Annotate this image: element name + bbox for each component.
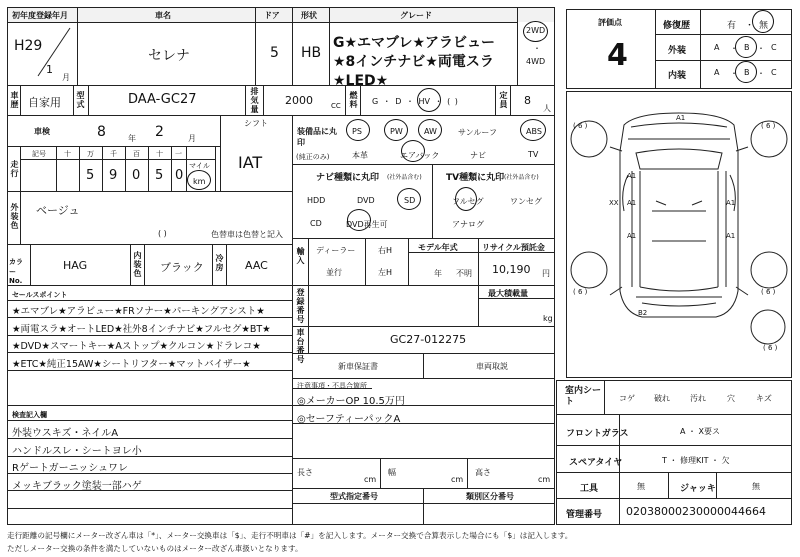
new-car-warranty-label: 新車保証書: [338, 362, 378, 371]
frame-number-label: 車台番号: [296, 328, 305, 364]
interior-grade-dot1: ・: [730, 69, 738, 78]
drive-4wd: 4WD: [526, 57, 546, 66]
interior-item-burn: コゲ: [619, 394, 635, 403]
interior-grade-b: B: [744, 68, 750, 77]
category-value: 自家用: [28, 96, 61, 109]
drive-dot: ・: [533, 44, 541, 53]
interior-item-stain: 汚れ: [690, 394, 706, 403]
inspection-year-unit: 年: [128, 134, 136, 143]
inspector-line-4: メッキブラック塗装一部ハゲ: [12, 481, 142, 492]
color-value: ベージュ: [36, 204, 80, 217]
inspector-line-1: 外装ウスキズ・ネイルA: [12, 428, 119, 439]
note-line-1: ◎メーカーOP 10.5万円: [297, 396, 405, 407]
cc-unit: CC: [331, 102, 341, 110]
shift-value: IAT: [238, 153, 263, 172]
spare-tire-value: T ・ 修理KIT ・ 欠: [662, 456, 730, 465]
import-label: 輸入: [296, 247, 305, 265]
reg-number-label: 登録番号: [296, 288, 305, 324]
interior-item-hole: 穴: [727, 394, 735, 403]
diagram-label-a1-bottom: A1: [627, 172, 637, 180]
windshield-value: A ・ X要ス: [680, 427, 721, 436]
sales-points-label: セールスポイント: [12, 291, 68, 299]
grade-label: グレード: [400, 11, 432, 20]
diagram-label-xx: XX: [609, 199, 619, 207]
mileage-digit-4: 5: [155, 168, 164, 183]
interior-item-tear: 破れ: [654, 394, 670, 403]
windshield-label: フロントガラス: [566, 429, 629, 439]
ac-label: 冷房: [215, 254, 224, 272]
mgmt-number-label: 管理番号: [566, 510, 603, 520]
doors-value: 5: [270, 45, 279, 61]
color-label: 外装色: [10, 203, 19, 230]
mileage-col-1: 十: [64, 150, 71, 158]
inspector-label: 検査記入欄: [12, 411, 47, 419]
import-parallel: 並行: [326, 268, 342, 277]
equip-aw-circle: [418, 119, 442, 141]
mileage-digit-1: 5: [86, 168, 95, 183]
color-note: 色替車は色替と記入: [211, 230, 283, 239]
tire-spare: [751, 310, 785, 344]
diagram-label-a1-left: A1: [627, 199, 637, 207]
mileage-col-4: 百: [133, 150, 140, 158]
inspection-label: 車検: [34, 127, 50, 136]
equip-sunroof: サンルーフ: [458, 128, 497, 137]
equip-pw-circle: [384, 119, 408, 141]
tv-analog: アナログ: [452, 220, 484, 229]
recycle-label: リサイクル預託金: [482, 243, 545, 252]
sales-point-line-3: ★DVD★スマートキー★Aストップ★クルコン★ドラレコ★: [12, 341, 261, 352]
model-label: 型式: [76, 91, 85, 109]
mileage-col-6: 一: [175, 150, 182, 158]
kg-unit: kg: [543, 314, 553, 323]
model-year-unit: 年: [434, 269, 442, 278]
tv-fullseg-circle: [455, 187, 477, 211]
equip-abs: ABS: [526, 127, 542, 136]
footer-line-1: 走行距離の記号欄にメーター改ざん車は「*」、メーター交換車は「$」、走行不明車は「#」を記入します。メーター交換で合算表示した場合にも「$」は記入します。: [7, 531, 573, 540]
equip-abs-circle: [520, 119, 546, 141]
equip-navi: ナビ: [470, 151, 486, 160]
exterior-label: 外装: [668, 46, 687, 56]
capacity-unit: 人: [543, 104, 551, 113]
width-unit: cm: [451, 475, 464, 484]
exterior-b-circle: [735, 36, 757, 58]
shift-label: シフト: [244, 119, 268, 128]
navi-note: (社外品含む): [387, 174, 422, 181]
grade-value: G★エマブレ★アラビュー★8インチナビ★両電スラ★LED★: [333, 35, 496, 89]
diagram-label-b2: B2: [638, 309, 648, 317]
equip-pw: PW: [390, 127, 403, 136]
yen-unit: 円: [542, 269, 550, 278]
model-year-label: モデル年式: [418, 243, 458, 252]
exterior-grade-c: C: [771, 43, 777, 52]
exterior-grade-dot2: ・: [757, 44, 765, 53]
tv-oneseg: ワンセグ: [510, 197, 542, 206]
footer-line-2: ただしメーター交換の条件を満たしていないものはメーター改ざん車扱いとなります。: [7, 544, 303, 553]
equip-tv: TV: [528, 150, 539, 159]
interior-grade-c: C: [771, 68, 777, 77]
tire-depth-fl: ( 6 ): [573, 122, 588, 130]
diagram-label-a1-top: A1: [676, 114, 686, 122]
score-label: 評価点: [598, 18, 622, 27]
equip-airbag-circle: [401, 140, 425, 162]
first-reg-year: H29: [14, 38, 43, 54]
displacement-label: 排気量: [250, 87, 259, 114]
model-year-unknown: 不明: [456, 269, 472, 278]
repair-no-circle: [752, 10, 774, 33]
navi-cd: CD: [310, 219, 322, 228]
navi-dvd: DVD: [357, 196, 375, 205]
length-unit: cm: [364, 475, 377, 484]
month-unit: 月: [62, 73, 70, 82]
note-line-2: ◎セーフティーパックA: [297, 414, 401, 425]
shape-label: 形状: [301, 11, 317, 20]
sales-point-line-2: ★両電スラ★オートLED★社外8インチナビ★フルセグ★BT★: [12, 324, 271, 335]
inspection-month: 2: [155, 124, 164, 140]
interior-color-label: 内装色: [133, 251, 142, 278]
tire-rear-right: [751, 252, 787, 288]
tire-rear-left: [571, 252, 607, 288]
repair-option-yes: 有: [727, 21, 737, 31]
navi-sd: SD: [404, 196, 416, 205]
mileage-digit-5: 0: [175, 168, 184, 183]
diagram-label-a1-lower: A1: [726, 232, 736, 240]
exterior-grade-b: B: [744, 43, 750, 52]
frame-number: GC27-012275: [390, 333, 467, 346]
inspector-line-2: ハンドルスレ・シートヨレ小: [12, 446, 142, 457]
drive-2wd: 2WD: [526, 26, 546, 35]
tv-label: TV種類に丸印: [446, 173, 505, 183]
mileage-col-3: 千: [110, 150, 117, 158]
mgmt-number: 02038000230000044664: [626, 505, 766, 518]
mileage-label: 走行: [10, 160, 19, 178]
tv-fullseg: フルセグ: [452, 197, 484, 206]
mileage-col-symbol: 記号: [32, 150, 46, 158]
navi-hdd: HDD: [307, 196, 326, 205]
car-body-diagram: [566, 91, 792, 378]
interior-b-circle: [735, 61, 757, 83]
inspection-year: 8: [97, 124, 106, 140]
tire-depth-spare: ( 6 ): [763, 344, 778, 352]
tv-note: (社外品含む): [504, 174, 539, 181]
equip-airbag: エアバック: [400, 151, 440, 160]
navi-sd-circle: [397, 188, 421, 210]
car-name: セレナ: [148, 48, 190, 64]
repair-option-dot: ・: [745, 21, 755, 31]
equip-ps: PS: [352, 127, 362, 136]
navi-dvd-play-circle: [347, 209, 371, 231]
score-value: 4: [607, 38, 628, 73]
equipment-sublabel: (純正のみ): [296, 153, 330, 161]
tire-depth-rr: ( 6 ): [761, 288, 776, 296]
notes-label: 注意事項・不具合箇所: [297, 382, 367, 390]
equip-ps-circle: [346, 119, 370, 141]
tire-depth-rl: ( 6 ): [573, 288, 588, 296]
category-label: 車歴: [10, 91, 19, 109]
import-dealer: ディーラー: [316, 246, 356, 255]
car-name-label: 車名: [155, 11, 171, 20]
color-code-label: カラーNo.: [9, 258, 23, 285]
tire-depth-fr: ( 6 ): [761, 122, 776, 130]
ac-value: AAC: [245, 259, 268, 272]
jack-label: ジャッキ: [680, 484, 716, 494]
type-cert-label: 型式指定番号: [330, 492, 378, 501]
import-right-h: 右H: [378, 246, 393, 255]
fuel-hv-circle: [417, 88, 441, 112]
mile-label: マイル: [189, 162, 210, 170]
height-unit: cm: [538, 475, 551, 484]
interior-label: 内装: [668, 71, 687, 81]
interior-item-scratch: キズ: [756, 394, 772, 403]
first-reg-label: 初年度登録年月: [12, 11, 68, 20]
color-code-value: HAG: [63, 259, 88, 272]
model-value: DAA-GC27: [128, 92, 197, 107]
sales-point-line-1: ★エマブレ★アラビュー★FRソナー★パーキングアシスト★: [12, 306, 265, 317]
import-left-h: 左H: [378, 268, 393, 277]
max-load-label: 最大積載量: [488, 289, 528, 298]
tools-value: 無: [637, 482, 645, 491]
interior-grade-dot2: ・: [757, 69, 765, 78]
equip-aw: AW: [424, 127, 437, 136]
inspection-month-unit: 月: [188, 134, 196, 143]
exterior-grade-dot1: ・: [730, 44, 738, 53]
class-number-label: 類別区分番号: [466, 492, 514, 501]
mileage-digit-3: 0: [132, 168, 141, 183]
km-label: km: [193, 177, 206, 186]
exterior-grade-a: A: [714, 43, 720, 52]
equipment-label: 装備品に丸印: [297, 127, 337, 147]
body-outline: [620, 113, 738, 317]
jack-value: 無: [752, 482, 760, 491]
repair-option-no: 無: [759, 21, 769, 31]
length-label: 長さ: [297, 468, 313, 477]
repair-label: 修復歴: [663, 21, 691, 31]
capacity-label: 定員: [499, 91, 508, 109]
equip-leather: 本革: [352, 151, 368, 160]
sales-point-line-4: ★ETC★純正15AW★シートリフター★マットバイザー★: [12, 359, 251, 370]
vehicle-manual-label: 車両取説: [476, 362, 508, 371]
diagram-label-a1-mid: A1: [627, 232, 637, 240]
interior-color-value: ブラック: [160, 261, 204, 274]
first-reg-month: 1: [46, 63, 53, 76]
mileage-digit-2: 9: [109, 168, 118, 183]
mileage-col-5: 十: [156, 150, 163, 158]
interior-seat-label: 室内シート: [565, 386, 602, 407]
fuel-value: G ・ D ・ HV ・ ( ): [372, 97, 458, 106]
capacity-value: 8: [524, 94, 531, 107]
navi-label: ナビ種類に丸印: [316, 173, 380, 183]
color-paren: ( ): [158, 229, 167, 238]
navi-dvd-play: DVD再生可: [346, 220, 388, 229]
height-label: 高さ: [475, 468, 491, 477]
recycle-value: 10,190: [492, 263, 531, 276]
shape-value: HB: [301, 45, 322, 61]
interior-grade-a: A: [714, 68, 720, 77]
width-label: 幅: [388, 468, 396, 477]
inspector-line-3: Rゲートガーニッシュワレ: [12, 463, 129, 474]
mileage-col-2: 万: [87, 150, 94, 158]
tools-label: 工具: [580, 484, 599, 494]
doors-label: ドア: [264, 11, 280, 20]
displacement-value: 2000: [285, 94, 313, 107]
fuel-label: 燃料: [349, 91, 358, 109]
km-circle: [187, 170, 211, 190]
spare-tire-label: スペアタイヤ: [569, 458, 623, 468]
diagram-label-a1-right: A1: [726, 199, 736, 207]
